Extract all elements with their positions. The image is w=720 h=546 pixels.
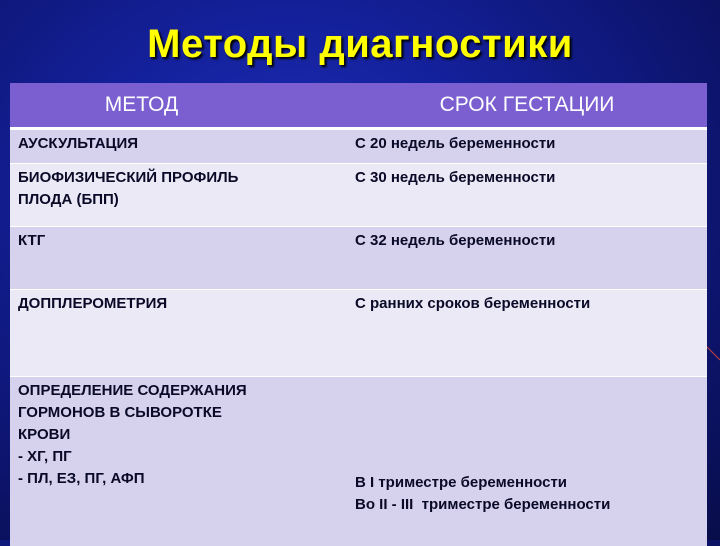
term-cell xyxy=(347,377,707,546)
table-row xyxy=(10,129,707,164)
method-text: - ХГ, ПГ xyxy=(18,446,339,468)
method-text: - ПЛ, ЕЗ, ПГ, АФП xyxy=(18,468,339,490)
term-cell xyxy=(347,164,707,227)
header-method: МЕТОД xyxy=(10,83,347,129)
method-cell xyxy=(10,227,347,290)
table-row xyxy=(10,377,707,546)
method-cell xyxy=(10,377,347,546)
table-row xyxy=(10,290,707,377)
method-cell xyxy=(10,164,347,227)
term-cell xyxy=(347,129,707,164)
method-text: АУСКУЛЬТАЦИЯ xyxy=(18,133,339,155)
method-text: ДОППЛЕРОМЕТРИЯ xyxy=(18,293,339,315)
term-text: С 20 недель беременности xyxy=(355,133,699,155)
diagnostics-table xyxy=(10,83,707,546)
term-cell xyxy=(347,290,707,377)
method-cell xyxy=(10,129,347,164)
method-text: БИОФИЗИЧЕСКИЙ ПРОФИЛЬ xyxy=(18,167,339,189)
header-term: СРОК ГЕСТАЦИИ xyxy=(347,83,707,129)
method-text: КТГ xyxy=(18,230,339,252)
table-header-row xyxy=(10,83,707,129)
method-text: КРОВИ xyxy=(18,424,339,446)
term-text: В I триместре беременности xyxy=(355,472,699,494)
term-cell xyxy=(347,227,707,290)
term-text: С 32 недель беременности xyxy=(355,230,699,252)
table-row xyxy=(10,227,707,290)
method-cell xyxy=(10,290,347,377)
method-text: ПЛОДА (БПП) xyxy=(18,189,339,211)
term-text: С ранних сроков беременности xyxy=(355,293,699,315)
table-row xyxy=(10,164,707,227)
term-text: С 30 недель беременности xyxy=(355,167,699,189)
slide-title: Методы диагностики xyxy=(0,22,720,67)
method-text: ГОРМОНОВ В СЫВОРОТКЕ xyxy=(18,402,339,424)
term-text: Во II - III триместре беременности xyxy=(355,494,699,516)
method-text: ОПРЕДЕЛЕНИЕ СОДЕРЖАНИЯ xyxy=(18,380,339,402)
